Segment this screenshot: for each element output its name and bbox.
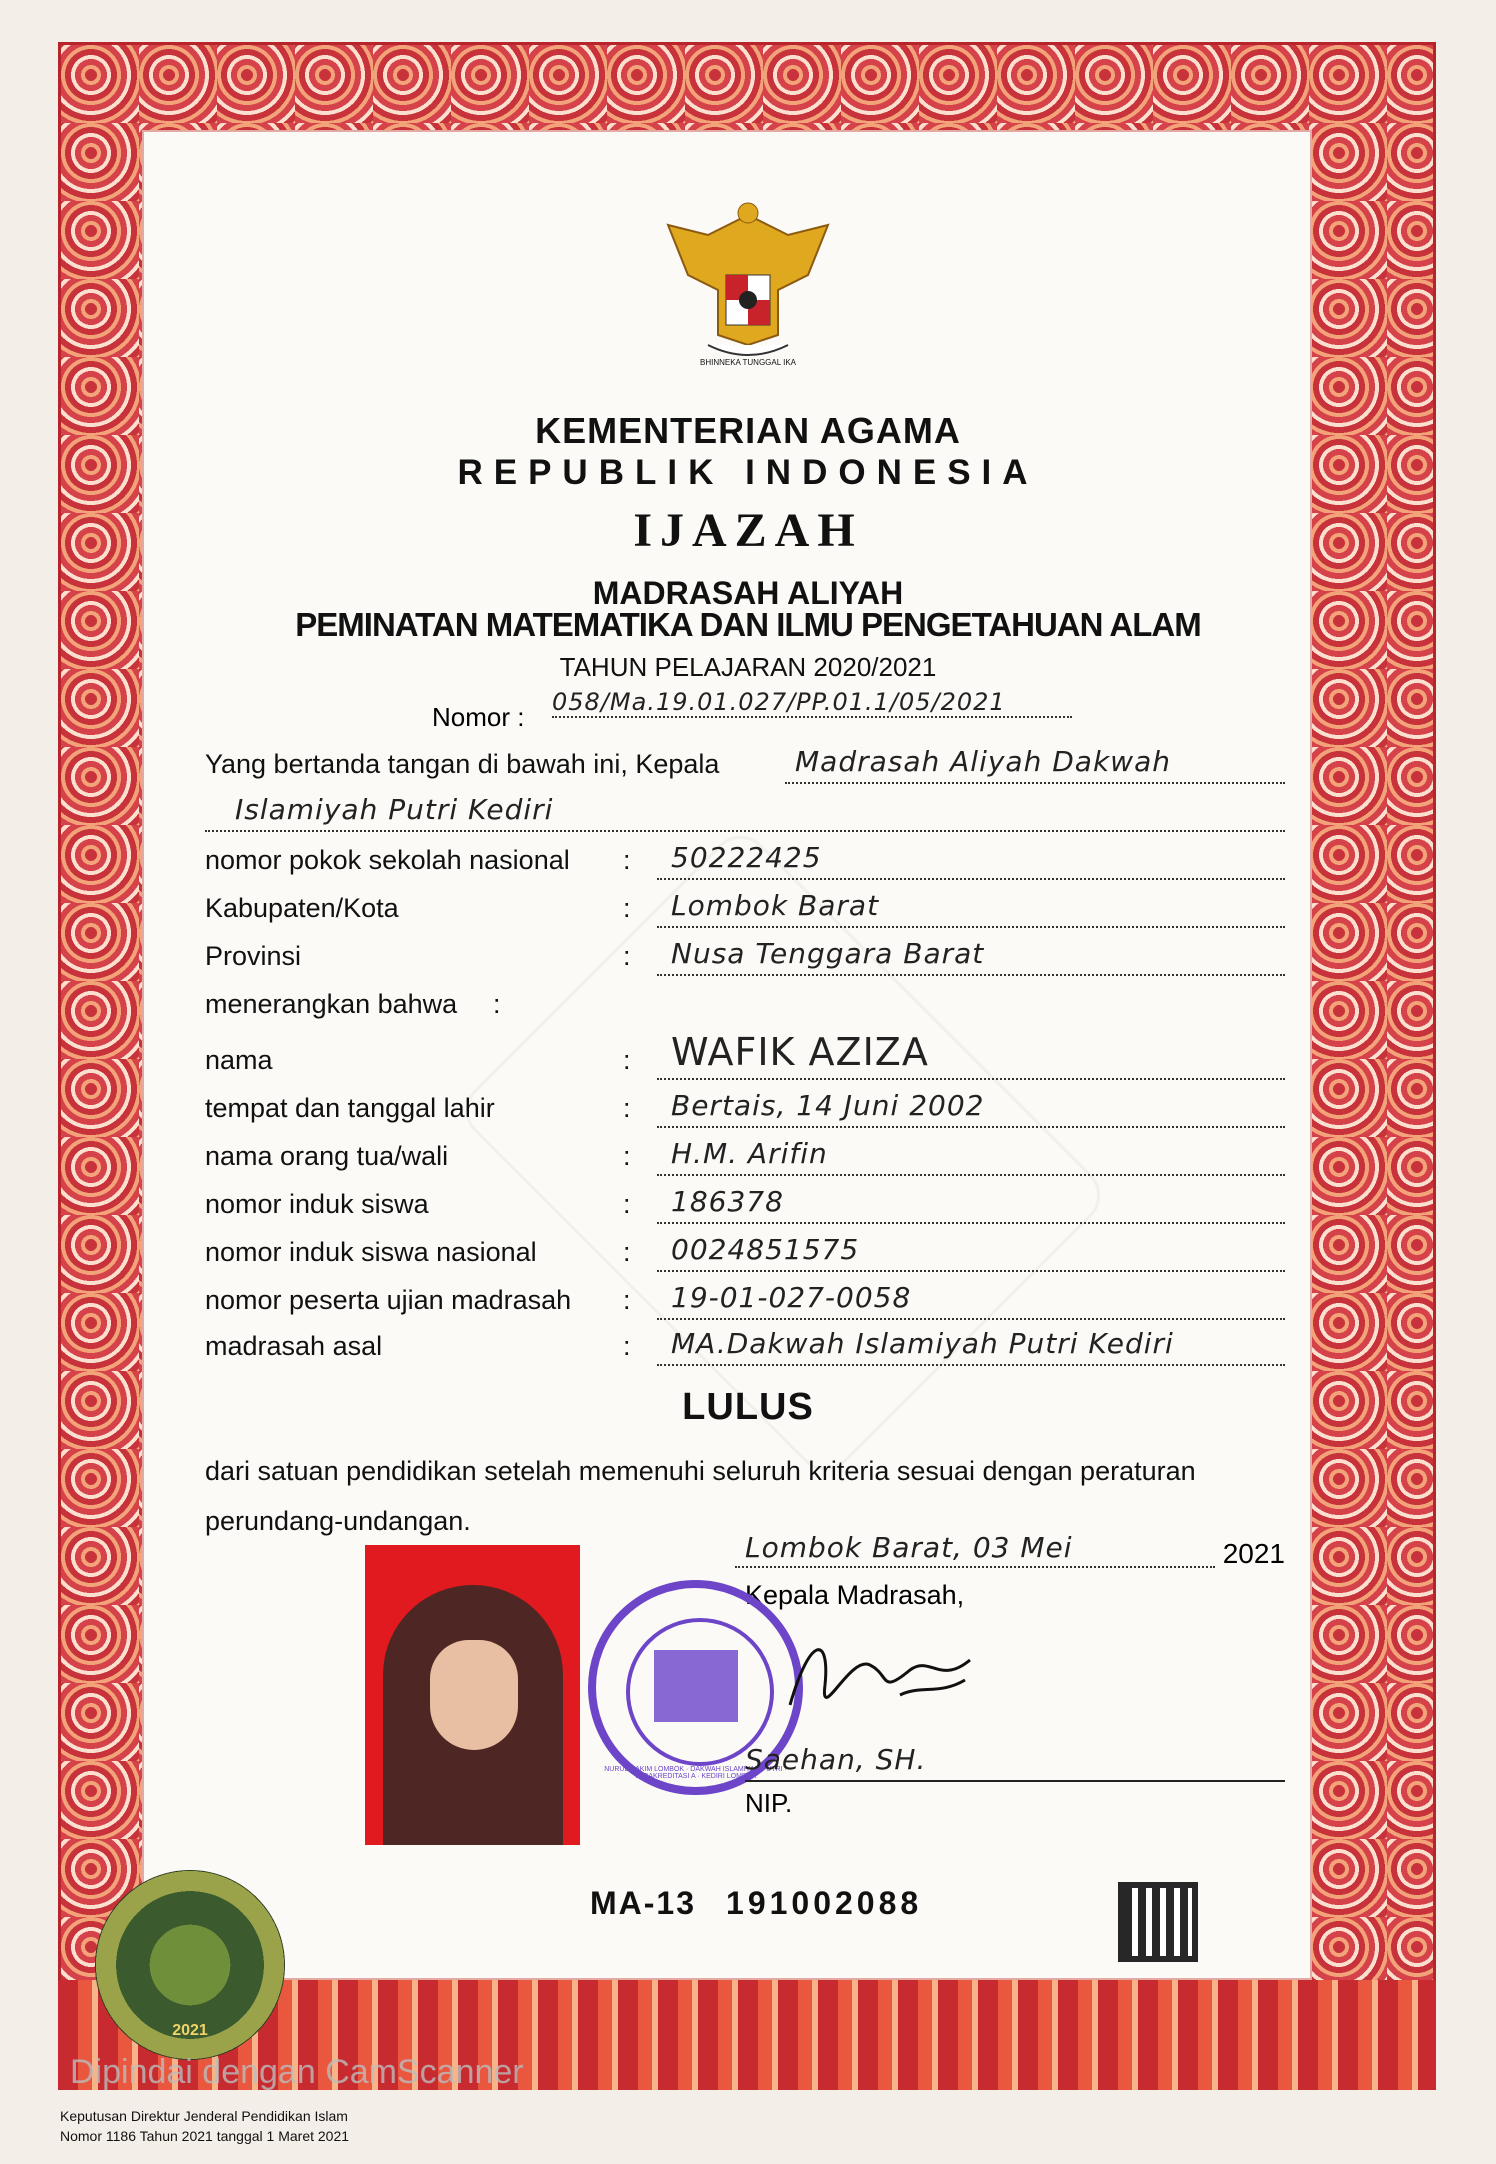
field-value: 186378 (671, 1185, 784, 1218)
field-label: nomor induk siswa (205, 1189, 429, 1219)
field-label: nama orang tua/wali (205, 1141, 449, 1171)
field-label: nomor induk siswa nasional (205, 1237, 537, 1267)
field-asal: madrasah asal : MA.Dakwah Islamiyah Putri Kediri (205, 1322, 1285, 1366)
stamp-text: NURUL HAKIM LOMBOK · DAKWAH ISLAMIYAH PUTRI · TERAKREDITASI A · KEDIRI LOMBOK (604, 1766, 787, 1780)
field-label: nama (205, 1045, 273, 1075)
school-type: MADRASAH ALIYAH (592, 575, 904, 611)
serial-digits: 191002088 (726, 1885, 923, 1921)
camscanner-watermark: Dipindai dengan CamScanner (70, 2053, 524, 2091)
signature-icon (780, 1625, 980, 1735)
field-kabupaten: Kabupaten/Kota : Lombok Barat (205, 884, 1285, 928)
field-value: Bertais, 14 Juni 2002 (671, 1089, 985, 1122)
academic-year: TAHUN PELAJARAN 2020/2021 (559, 652, 937, 682)
field-label: Provinsi (205, 941, 302, 971)
field-label: nomor pokok sekolah nasional (205, 845, 570, 875)
serial-number (590, 1885, 922, 1922)
footer-line-1: Keputusan Direktur Jenderal Pendidikan Islam (60, 2108, 348, 2124)
field-menerangkan: menerangkan bahwa : (205, 989, 501, 1019)
nomor-label: Nomor : (432, 702, 525, 732)
school-name-2: Islamiyah Putri Kediri (235, 793, 554, 826)
field-label: tempat dan tanggal lahir (205, 1093, 495, 1123)
signer-name: Saehan, SH. (745, 1743, 927, 1776)
footer-line-2: Nomor 1186 Tahun 2021 tanggal 1 Maret 2021 (60, 2128, 350, 2144)
footer-decree (60, 2106, 349, 2146)
field-value: MA.Dakwah Islamiyah Putri Kediri (671, 1327, 1174, 1360)
field-value: 0024851575 (671, 1233, 860, 1266)
field-label: Kabupaten/Kota (205, 893, 399, 923)
statement-text: dari satuan pendidikan setelah memenuhi seluruh kriteria sesuai dengan peraturan perundang-undangan. (205, 1456, 1196, 1536)
field-ortu: nama orang tua/wali : H.M. Arifin (205, 1132, 1285, 1176)
program-title: PEMINATAN MATEMATIKA DAN ILMU PENGETAHUAN ALAM (295, 606, 1201, 643)
signer-name-line (745, 1740, 1285, 1782)
field-value: Lombok Barat (671, 889, 880, 922)
result-lulus: LULUS (682, 1386, 814, 1428)
signer-nip: NIP. (745, 1788, 793, 1818)
intro-line (205, 740, 1285, 784)
field-label: menerangkan bahwa (205, 989, 458, 1019)
field-npsn: nomor pokok sekolah nasional : 50222425 (205, 836, 1285, 880)
hologram-seal-icon (95, 1870, 285, 2060)
intro-line-2 (205, 788, 1285, 832)
field-value: 50222425 (671, 841, 822, 874)
signature-year: 2021 (1222, 1538, 1285, 1569)
certificate-number (432, 688, 1006, 733)
nomor-value: 058/Ma.19.01.027/PP.01.1/05/2021 (552, 688, 1072, 718)
ministry-title: KEMENTERIAN AGAMA (535, 410, 961, 451)
field-ujian: nomor peserta ujian madrasah : 19-01-027-0058 (205, 1276, 1285, 1320)
garuda-emblem-icon (648, 195, 848, 365)
field-label: madrasah asal (205, 1331, 383, 1361)
document-title: IJAZAH (633, 504, 863, 557)
photo-face (430, 1640, 518, 1750)
field-label: nomor peserta ujian madrasah (205, 1285, 572, 1315)
country-title: REPUBLIK INDONESIA (457, 453, 1039, 492)
field-value: 19-01-027-0058 (671, 1281, 912, 1314)
field-nama: nama : WAFIK AZIZA (205, 1036, 1285, 1080)
school-name-1: Madrasah Aliyah Dakwah (795, 745, 1171, 778)
place-date (735, 1530, 1285, 1574)
emblem-motto: BHINNEKA TUNGGAL IKA (699, 358, 797, 367)
field-nisn: nomor induk siswa nasional : 0024851575 (205, 1228, 1285, 1272)
field-nis: nomor induk siswa : 186378 (205, 1180, 1285, 1224)
serial-code: MA-13 (590, 1885, 697, 1921)
student-name: WAFIK AZIZA (671, 1030, 929, 1074)
qr-code-icon (1118, 1882, 1198, 1962)
field-value: H.M. Arifin (671, 1137, 828, 1170)
student-photo (365, 1545, 580, 1845)
field-value: Nusa Tenggara Barat (671, 937, 985, 970)
signer-title: Kepala Madrasah, (745, 1580, 965, 1610)
field-ttl: tempat dan tanggal lahir : Bertais, 14 Juni 2002 (205, 1084, 1285, 1128)
intro-label: Yang bertanda tangan di bawah ini, Kepala (205, 749, 720, 779)
place-date-value: Lombok Barat, 03 Mei (745, 1531, 1073, 1564)
field-provinsi: Provinsi : Nusa Tenggara Barat (205, 932, 1285, 976)
hologram-year: 2021 (172, 2022, 208, 2039)
